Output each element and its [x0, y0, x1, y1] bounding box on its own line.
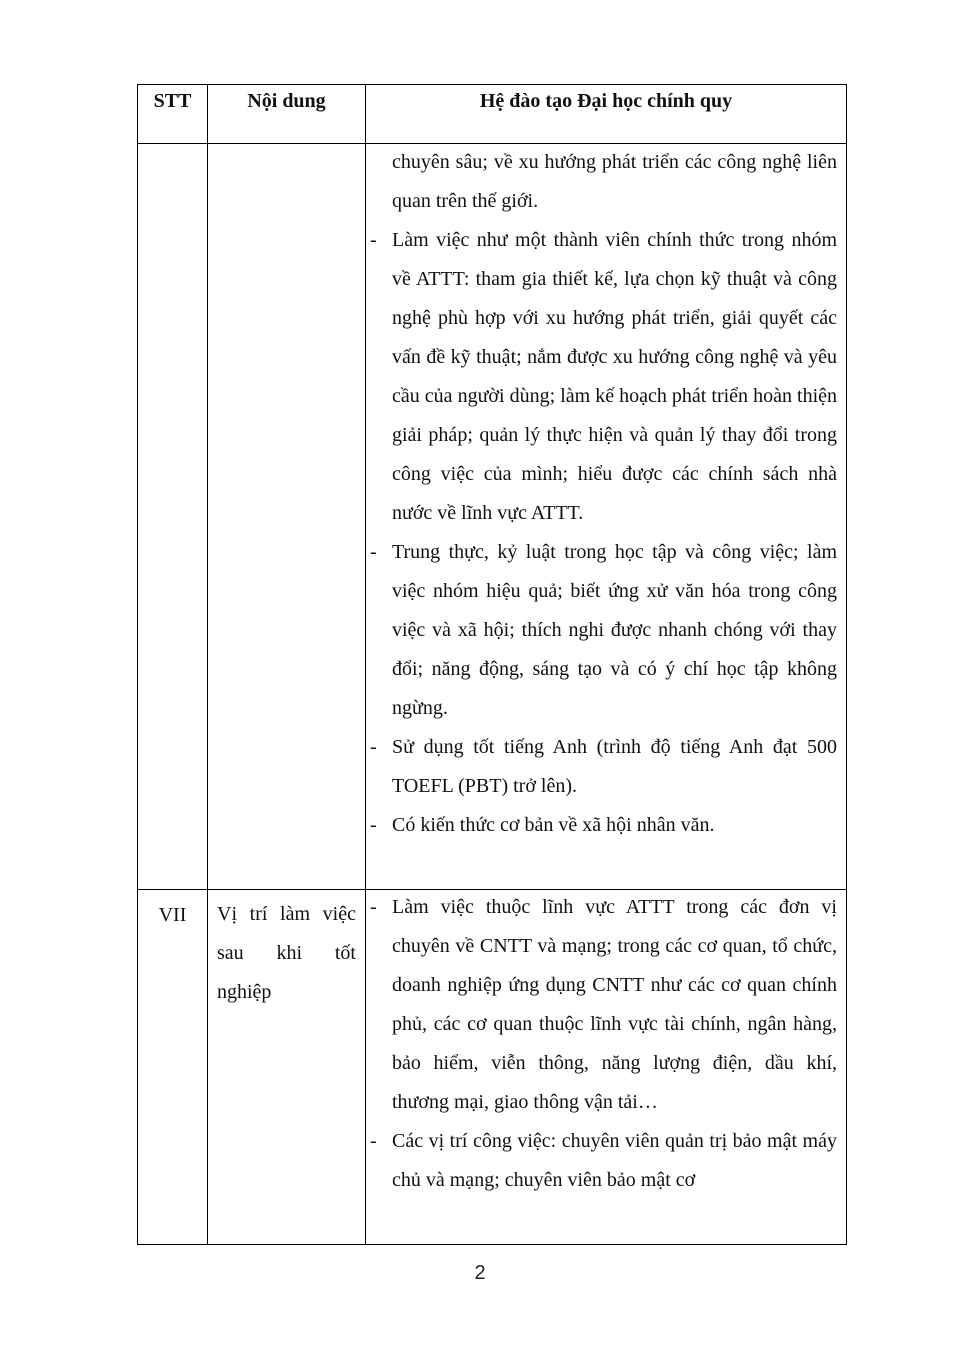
- stt-cell-vii: VII: [138, 890, 208, 1245]
- bullet-item: [366, 728, 846, 806]
- bullet-dash: -: [370, 814, 377, 836]
- program-table: [137, 84, 847, 1245]
- header-noi-dung: Nội dung: [208, 85, 366, 144]
- bullet-text: Làm việc như một thành viên chính thức trong nhóm về ATTT: tham gia thiết kế, lựa chọn kỹ thuật và công nghệ phù hợp với xu hướng phát triển, giải quyết các vấn đề kỹ thuật; nắm được xu hướng công nghệ và yêu cầu của người dùng; làm kế hoạch phát triển hoàn thiện giải pháp; quản lý thực hiện và quản lý thay đổi trong công việc của mình; hiểu được các chính sách nhà nước về lĩnh vực ATTT.: [392, 229, 837, 524]
- table-header-row: [138, 85, 847, 144]
- bullet-text: Trung thực, kỷ luật trong học tập và công việc; làm việc nhóm hiệu quả; biết ứng xử văn hóa trong công việc và xã hội; thích nghi được nhanh chóng với thay đổi; năng động, sáng tạo và có ý chí học tập không ngừng.: [392, 541, 837, 719]
- header-he-dao-tao: Hệ đào tạo Đại học chính quy: [366, 85, 847, 144]
- table-row-continued: [138, 144, 847, 890]
- bullet-item: [366, 533, 846, 728]
- content-cell-continued: [366, 144, 847, 890]
- bullet-dash: -: [370, 541, 377, 563]
- continuation-paragraph: chuyên sâu; về xu hướng phát triển các công nghệ liên quan trên thế giới.: [392, 151, 837, 212]
- bullet-dash: -: [370, 896, 377, 918]
- noi-dung-cell-empty: [208, 144, 366, 890]
- stt-cell-empty: [138, 144, 208, 890]
- bullet-text: Sử dụng tốt tiếng Anh (trình độ tiếng Anh đạt 500 TOEFL (PBT) trở lên).: [392, 736, 837, 797]
- table-row-vii: [138, 890, 847, 1245]
- page-number: 2: [474, 1262, 486, 1284]
- bullet-dash: -: [370, 1130, 377, 1152]
- bullet-text: Có kiến thức cơ bản về xã hội nhân văn.: [392, 814, 715, 836]
- noi-dung-cell-vii: Vị trí làm việc sau khi tốt nghiệp: [208, 890, 366, 1245]
- header-stt: STT: [138, 85, 208, 144]
- bullet-item: [366, 806, 846, 845]
- content-cell-vii: [366, 890, 847, 1245]
- bullet-item: [366, 1122, 846, 1200]
- bullet-item: [366, 888, 846, 1122]
- bullet-text: Các vị trí công việc: chuyên viên quản trị bảo mật máy chủ và mạng; chuyên viên bảo mật cơ: [392, 1130, 837, 1191]
- bullet-text: Làm việc thuộc lĩnh vực ATTT trong các đơn vị chuyên về CNTT và mạng; trong các cơ quan, tổ chức, doanh nghiệp ứng dụng CNTT như các cơ quan chính phủ, các cơ quan thuộc lĩnh vực tài chính, ngân hàng, bảo hiểm, viễn thông, năng lượng điện, dầu khí, thương mại, giao thông vận tải…: [392, 896, 837, 1113]
- bullet-dash: -: [370, 229, 377, 251]
- bullet-dash: -: [370, 736, 377, 758]
- bullet-item: [366, 221, 846, 533]
